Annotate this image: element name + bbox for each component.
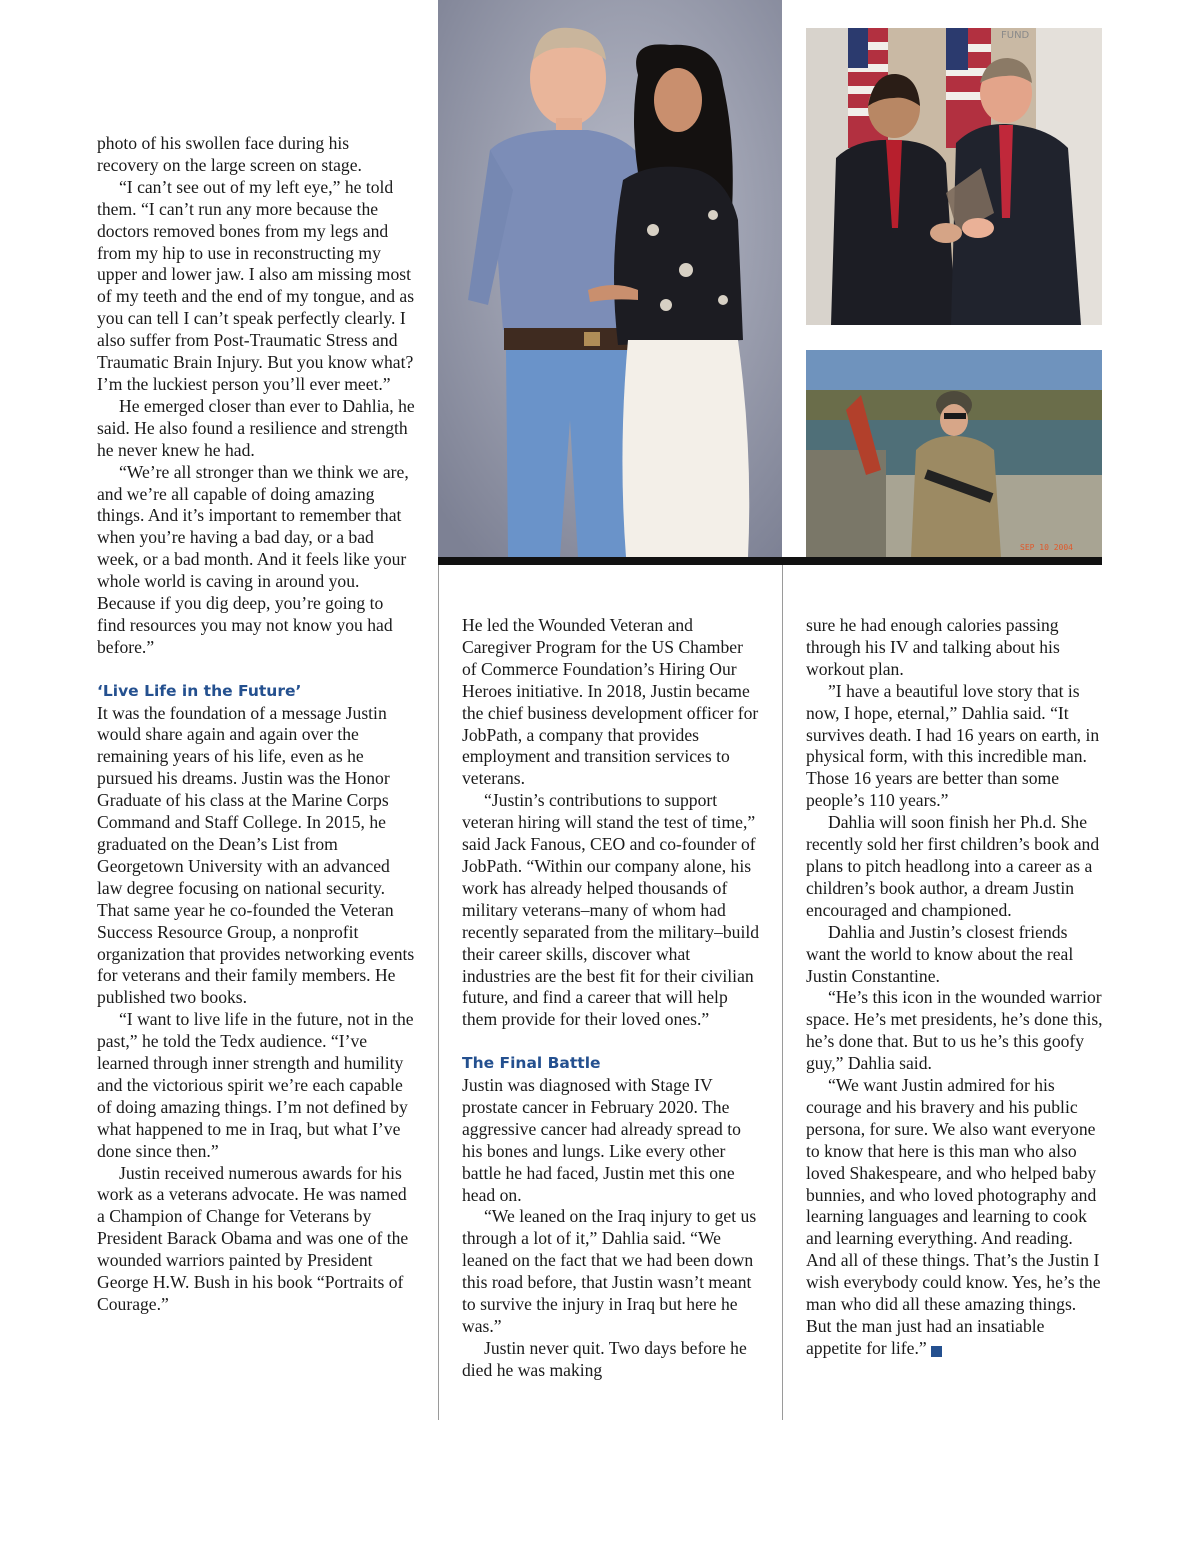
- article-column-1: [97, 133, 415, 1316]
- paragraph: “We’re all stronger than we think we are, and we’re all capable of doing amazing things. And it’s important to remember that when you’re having a bad day, or a bad week, or a bad month. And it feels like your whole world is caving in around you. Because if you dig deep, you’re going to find resources you may not know you had before.”: [97, 461, 409, 657]
- paragraph: Justin never quit. Two days before he died he was making: [462, 1337, 747, 1380]
- paragraph-final-text: “We want Justin admired for his courage and his bravery and his public persona, for sure. We also want everyone to know that here is this man who also loved Shakespeare, and who helped baby bunnies, and who loved photography and learning languages and learning to cook and learning everything. And reading. And all of these things. That’s the Justin I wish everybody could know. Yes, he’s the man who did all these amazing things. But the man just had an insatiable appetite for life.”: [806, 1075, 1101, 1358]
- couple-photo: [438, 0, 782, 557]
- paragraph: Dahlia will soon finish her Ph.d. She recently sold her first children’s book and plans to pitch headlong into a career as a children’s book author, a dream Justin encouraged and championed.: [806, 812, 1100, 920]
- paragraph: “He’s this icon in the wounded warrior space. He’s met presidents, he’s done this, he’s done that. But to us he’s this goofy guy,” Dahlia said.: [806, 987, 1103, 1074]
- paragraph: It was the foundation of a message Justin would share again and again over the remaining years of his life, even as he pursued his dreams. Justin was the Honor Graduate of his class at the Marine Corps Command and Staff College. In 2015, he graduated on the Dean’s List from Georgetown University with an advanced law degree focusing on national security. That same year he co-founded the Veteran Success Resource Group, a nonprofit organization that provides networking events for veterans and their family members. He published two books.: [97, 702, 415, 1008]
- paragraph: sure he had enough calories passing through his IV and talking about his workout plan.: [806, 615, 1060, 679]
- paragraph: “Justin’s contributions to support veteran hiring will stand the test of time,” said Jack Fanous, CEO and co-founder of JobPath. “Within our company alone, his work has already helped thousands of military veterans–many of whom had recently separated from the military–build their career skills, discover what industries are the best fit for their civilian future, and find a career that will help them provide for their loved ones.”: [462, 790, 760, 1030]
- column-rule-left: [438, 565, 439, 1420]
- paragraph: Dahlia and Justin’s closest friends want the world to know about the real Justin Constantine.: [806, 921, 1074, 986]
- photo-date-stamp: SEP 10 2004: [1020, 543, 1073, 552]
- column-rule-right: [782, 565, 783, 1420]
- banner-text: FUND: [1001, 30, 1030, 41]
- paragraph: Justin received numerous awards for his work as a veterans advocate. He was named a Champion of Change for Veterans by President Barack Obama and was one of the wounded warriors painted by President George H.W. Bush in his book “Portraits of Courage.”: [97, 1162, 409, 1315]
- paragraph: photo of his swollen face during his recovery on the large screen on stage.: [97, 133, 362, 175]
- section-heading: The Final Battle: [462, 1054, 601, 1073]
- paragraph: He led the Wounded Veteran and Caregiver Program for the US Chamber of Commerce Foundation’s Hiring Our Heroes initiative. In 2018, Justin became the chief business development officer for JobPath, a company that provides employment and transition services to veterans.: [462, 615, 759, 789]
- paragraph: “We leaned on the Iraq injury to get us through a lot of it,” Dahlia said. “We leaned on the fact that we had been down this road before, that Justin wasn’t meant to survive the injury in Iraq but here he was.”: [462, 1206, 757, 1336]
- article-column-3: [806, 615, 1104, 1360]
- paragraph: “I want to live life in the future, not in the past,” he told the Tedx audience. “I’ve learned through inner strength and humility and the victorious spirit we’re each capable of doing amazing things. I’m not defined by what happened to me in Iraq, but what I’ve done since then.”: [97, 1009, 414, 1161]
- paragraph: He emerged closer than ever to Dahlia, he said. He also found a resilience and strength he never knew he had.: [97, 395, 415, 460]
- soldier-photo: [806, 350, 1102, 557]
- end-mark-icon: GI: [931, 1346, 942, 1357]
- paragraph: Justin was diagnosed with Stage IV prostate cancer in February 2020. The aggressive cancer had already spread to his bones and lungs. Like every other battle he had faced, Justin met this one head on.: [462, 1075, 741, 1205]
- award-photo: [806, 28, 1102, 325]
- paragraph-final: [806, 1075, 1104, 1360]
- paragraph: “I can’t see out of my left eye,” he told them. “I can’t run any more because the doctors removed bones from my legs and from my hip to use in reconstructing my upper and lower jaw. I also am missing most of my teeth and the end of my tongue, and as you can tell I can’t speak perfectly clearly. I also suffer from Post-Traumatic Stress and Traumatic Brain Injury. But you know what? I’m the luckiest person you’ll ever meet.”: [97, 176, 415, 394]
- photo-divider-bar: [438, 557, 1102, 565]
- paragraph: ”I have a beautiful love story that is now, I hope, eternal,” Dahlia said. “It survives death. I had 16 years on earth, in physical form, with this incredible man. Those 16 years are better than some people’s 110 years.”: [806, 680, 1100, 811]
- section-heading: ‘Live Life in the Future’: [97, 681, 302, 700]
- article-column-2: [462, 615, 760, 1382]
